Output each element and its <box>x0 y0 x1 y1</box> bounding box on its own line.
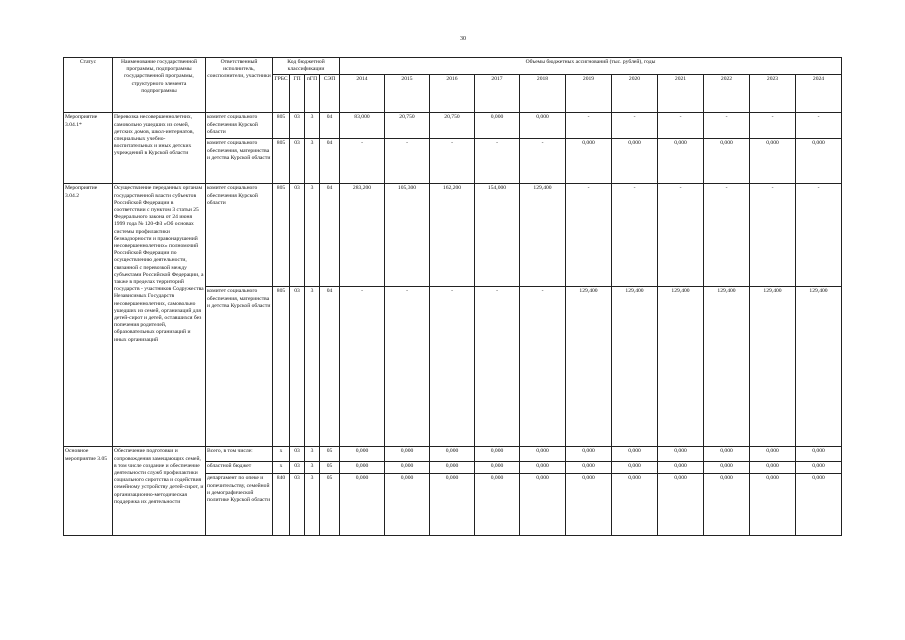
cell-pgp: 3 <box>305 287 320 447</box>
cell-value: 0,000 <box>385 474 430 536</box>
header-pgp: пГП <box>305 75 320 113</box>
cell-value: - <box>475 139 520 184</box>
cell-value: 283,200 <box>340 184 385 287</box>
cell-grbs: x <box>273 447 290 462</box>
table-row <box>64 184 842 287</box>
cell-value: - <box>566 113 612 139</box>
cell-sep: 05 <box>320 474 340 536</box>
row-name: Осуществление переданных органам государственной власти субъектов Российской Федерации в соответствии с пунктом 3 статьи 25 Федерального закона от 24 июня 1999 года № 120-ФЗ «Об основах системы профилактики безнадзорности и правонарушений несовершеннолетних» полномочий Российской Федерации по осуществлению деятельности, связанной с перевозкой между субъектами Российской Федерации, а также в пределах территорий государств - участников Содружества Независимых Государств несовершеннолетних, самовольно ушедших из семей, организаций для детей-сирот и детей, оставшихся без попечения родителей, образовательных организаций и иных организаций <box>113 184 206 447</box>
cell-grbs: 805 <box>273 287 290 447</box>
table-row <box>64 113 842 139</box>
cell-value: - <box>385 287 430 447</box>
cell-value: 0,000 <box>385 462 430 474</box>
row-executor: комитет социального обеспечения, материнства и детства Курской области <box>206 139 273 184</box>
row-status: Мероприятие 3.04.2 <box>64 184 113 447</box>
cell-value: 0,000 <box>750 462 796 474</box>
cell-sep: 04 <box>320 287 340 447</box>
row-name: Перевозка несовершеннолетних, самовольно ушедших из семей, детских домов, школ-интернатов, специальных учебно-воспитательных и иных детских учреждений в Курской области <box>113 113 206 184</box>
cell-value: - <box>340 139 385 184</box>
header-year: 2021 <box>658 75 704 113</box>
row-executor: областной бюджет <box>206 462 273 474</box>
cell-gp: 03 <box>290 184 305 287</box>
cell-value: - <box>796 184 842 287</box>
row-executor: комитет социального обеспечения Курской области <box>206 184 273 287</box>
cell-value: 129,400 <box>658 287 704 447</box>
header-gp: ГП <box>290 75 305 113</box>
cell-value: - <box>796 113 842 139</box>
cell-pgp: 3 <box>305 139 320 184</box>
cell-value: 0,000 <box>658 447 704 462</box>
header-year: 2018 <box>520 75 566 113</box>
cell-sep: 05 <box>320 462 340 474</box>
cell-value: - <box>430 287 475 447</box>
header-year: 2015 <box>385 75 430 113</box>
row-status: Основное мероприятие 3.05 <box>64 447 113 536</box>
cell-gp: 03 <box>290 139 305 184</box>
cell-value: 0,000 <box>566 462 612 474</box>
cell-sep: 04 <box>320 184 340 287</box>
cell-value: 0,000 <box>704 462 750 474</box>
cell-value: 20,750 <box>385 113 430 139</box>
cell-value: 0,000 <box>658 474 704 536</box>
cell-value: 162,200 <box>430 184 475 287</box>
cell-value: 0,000 <box>520 113 566 139</box>
cell-gp: 03 <box>290 447 305 462</box>
cell-value: 0,000 <box>520 462 566 474</box>
cell-value: - <box>612 184 658 287</box>
cell-value: 0,000 <box>612 447 658 462</box>
cell-value: 0,000 <box>704 139 750 184</box>
cell-value: - <box>704 184 750 287</box>
cell-value: 0,000 <box>430 462 475 474</box>
header-year: 2022 <box>704 75 750 113</box>
cell-value: 0,000 <box>612 139 658 184</box>
cell-value: - <box>658 113 704 139</box>
cell-value: 0,000 <box>520 447 566 462</box>
cell-gp: 03 <box>290 287 305 447</box>
cell-pgp: 3 <box>305 184 320 287</box>
cell-value: 129,400 <box>796 287 842 447</box>
cell-value: 129,400 <box>750 287 796 447</box>
cell-value: - <box>750 113 796 139</box>
cell-grbs: x <box>273 462 290 474</box>
row-executor: департамент по опеке и попечительству, семейной и демографической политике Курской области <box>206 474 273 536</box>
cell-sep: 04 <box>320 113 340 139</box>
cell-pgp: 3 <box>305 462 320 474</box>
cell-value: 0,000 <box>430 474 475 536</box>
header-year: 2016 <box>430 75 475 113</box>
cell-value: 0,000 <box>340 474 385 536</box>
cell-value: - <box>430 139 475 184</box>
cell-pgp: 3 <box>305 113 320 139</box>
cell-value: 129,400 <box>704 287 750 447</box>
cell-value: 0,000 <box>750 474 796 536</box>
cell-value: - <box>658 184 704 287</box>
table-header-row <box>64 58 842 75</box>
cell-value: 0,000 <box>520 474 566 536</box>
cell-value: 129,400 <box>520 184 566 287</box>
row-executor: Всего, в том числе: <box>206 447 273 462</box>
cell-grbs: 840 <box>273 474 290 536</box>
cell-value: 0,000 <box>704 447 750 462</box>
cell-value: - <box>750 184 796 287</box>
header-volumes: Объемы бюджетных ассигнований (тыс. рублей), годы <box>340 58 842 75</box>
cell-value: 0,000 <box>612 474 658 536</box>
header-year: 2024 <box>796 75 842 113</box>
cell-value: 0,000 <box>796 447 842 462</box>
cell-value: 0,000 <box>475 113 520 139</box>
cell-value: 0,000 <box>475 474 520 536</box>
cell-value: - <box>566 184 612 287</box>
cell-value: 0,000 <box>475 462 520 474</box>
cell-value: - <box>385 139 430 184</box>
cell-value: 0,000 <box>566 447 612 462</box>
cell-value: 0,000 <box>750 447 796 462</box>
cell-value: 0,000 <box>750 139 796 184</box>
header-year: 2023 <box>750 75 796 113</box>
cell-grbs: 805 <box>273 139 290 184</box>
cell-value: 0,000 <box>475 447 520 462</box>
row-executor: комитет социального обеспечения, материнства и детства Курской области <box>206 287 273 447</box>
cell-value: - <box>612 113 658 139</box>
header-year: 2019 <box>566 75 612 113</box>
header-budget-code: Код бюджетной классификации <box>273 58 340 75</box>
cell-value: - <box>520 139 566 184</box>
cell-value: 0,000 <box>612 462 658 474</box>
cell-value: - <box>520 287 566 447</box>
cell-sep: 05 <box>320 447 340 462</box>
row-name: Обеспечение подготовки и сопровождения замещающих семей, в том числе создание и обеспечение деятельности служб профилактики социального сиротства и содействия семейному устройству детей-сирот, и организационно-методическая поддержка их деятельности <box>113 447 206 536</box>
cell-value: - <box>475 287 520 447</box>
cell-pgp: 3 <box>305 447 320 462</box>
cell-pgp: 3 <box>305 474 320 536</box>
cell-value: 0,000 <box>658 139 704 184</box>
cell-value: 129,400 <box>612 287 658 447</box>
header-status: Статус <box>64 58 113 113</box>
cell-grbs: 805 <box>273 184 290 287</box>
cell-value: 0,000 <box>658 462 704 474</box>
cell-value: 0,000 <box>385 447 430 462</box>
header-name: Наименование государственной программы, подпрограммы государственной программы, структурного элемента подпрограммы <box>113 58 206 113</box>
cell-gp: 03 <box>290 474 305 536</box>
header-grbs: ГРБС <box>273 75 290 113</box>
cell-value: 0,000 <box>796 462 842 474</box>
budget-table <box>63 57 842 536</box>
header-year: 2020 <box>612 75 658 113</box>
cell-value: - <box>704 113 750 139</box>
cell-value: 154,000 <box>475 184 520 287</box>
page-number: 30 <box>460 36 466 42</box>
cell-value: 0,000 <box>340 462 385 474</box>
cell-value: 83,000 <box>340 113 385 139</box>
cell-value: 0,000 <box>796 474 842 536</box>
cell-value: 129,400 <box>566 287 612 447</box>
cell-value: 0,000 <box>704 474 750 536</box>
cell-value: 20,750 <box>430 113 475 139</box>
cell-value: 0,000 <box>340 447 385 462</box>
cell-value: 0,000 <box>566 139 612 184</box>
header-year: 2017 <box>475 75 520 113</box>
cell-value: - <box>340 287 385 447</box>
header-year: 2014 <box>340 75 385 113</box>
cell-gp: 03 <box>290 113 305 139</box>
row-status: Мероприятие 3.04.1* <box>64 113 113 184</box>
cell-value: 105,300 <box>385 184 430 287</box>
cell-gp: 03 <box>290 462 305 474</box>
cell-grbs: 805 <box>273 113 290 139</box>
row-executor: комитет социального обеспечения Курской области <box>206 113 273 139</box>
header-sep: СЭП <box>320 75 340 113</box>
cell-value: 0,000 <box>430 447 475 462</box>
header-executor: Ответственный исполнитель, соисполнители, участники <box>206 58 273 113</box>
cell-value: 0,000 <box>566 474 612 536</box>
table-row <box>64 447 842 462</box>
cell-value: 0,000 <box>796 139 842 184</box>
cell-sep: 04 <box>320 139 340 184</box>
